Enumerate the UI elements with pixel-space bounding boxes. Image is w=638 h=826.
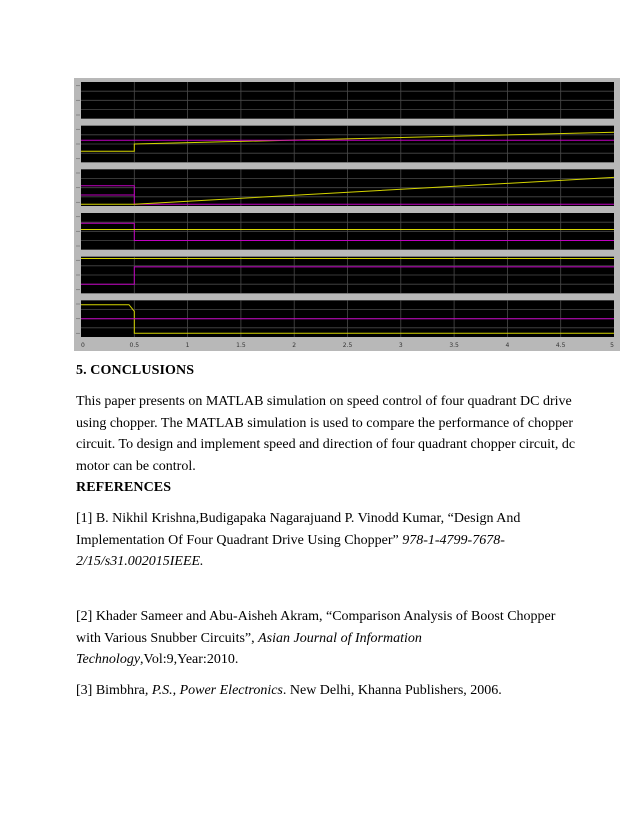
reference-1 (76, 508, 576, 573)
x-tick-label: 0 (81, 342, 85, 349)
x-tick-label: 1 (185, 342, 190, 349)
reference-2-text: [2] Khader Sameer and Abu-Aisheh Akram, “Comparison Analysis of Boost Chopper with Various Snubber Circuits”, (76, 609, 556, 646)
x-tick-label: 5 (610, 342, 614, 349)
x-tick-label: 0.5 (129, 342, 140, 349)
x-tick-label: 2 (292, 342, 297, 349)
conclusions-paragraph: This paper presents on MATLAB simulation on speed control of four quadrant DC drive using chopper. The MATLAB simulation is used to compare the performance of chopper circuit. To design and implement speed and direction of four quadrant chopper circuit, dc motor can be control. (76, 394, 576, 474)
scope-plot (74, 78, 620, 351)
simulation-scope-figure (74, 78, 620, 351)
conclusions-heading: 5. CONCLUSIONS (76, 363, 195, 378)
reference-1-text: [1] B. Nikhil Krishna,Budigapaka Nagarajuand P. Vinodd Kumar, “Design And Implementation Of Four Quadrant Drive Using Chopper” (76, 511, 521, 548)
reference-2-journal: Asian Journal of Information Technology (76, 630, 422, 667)
x-tick-label: 3 (398, 342, 403, 349)
reference-2 (76, 606, 576, 671)
x-tick-label: 2.5 (342, 342, 353, 349)
reference-3 (76, 680, 576, 702)
reference-3-text: [3] Bimbhra (76, 683, 145, 698)
reference-3-book: , P.S., Power Electronics (144, 683, 283, 698)
x-tick-label: 1.5 (236, 342, 246, 349)
reference-2-tail: ,Vol:9,Year:2010. (140, 652, 239, 667)
x-tick-label: 4 (505, 342, 510, 349)
reference-3-tail: . New Delhi, Khanna Publishers, 2006. (282, 683, 502, 698)
x-tick-label: 3.5 (449, 342, 459, 349)
x-tick-label: 4.5 (555, 342, 566, 349)
reference-1-doi: 978-1-4799-7678-2/15/s31.002015IEEE. (76, 532, 505, 569)
references-heading: REFERENCES (76, 480, 172, 495)
